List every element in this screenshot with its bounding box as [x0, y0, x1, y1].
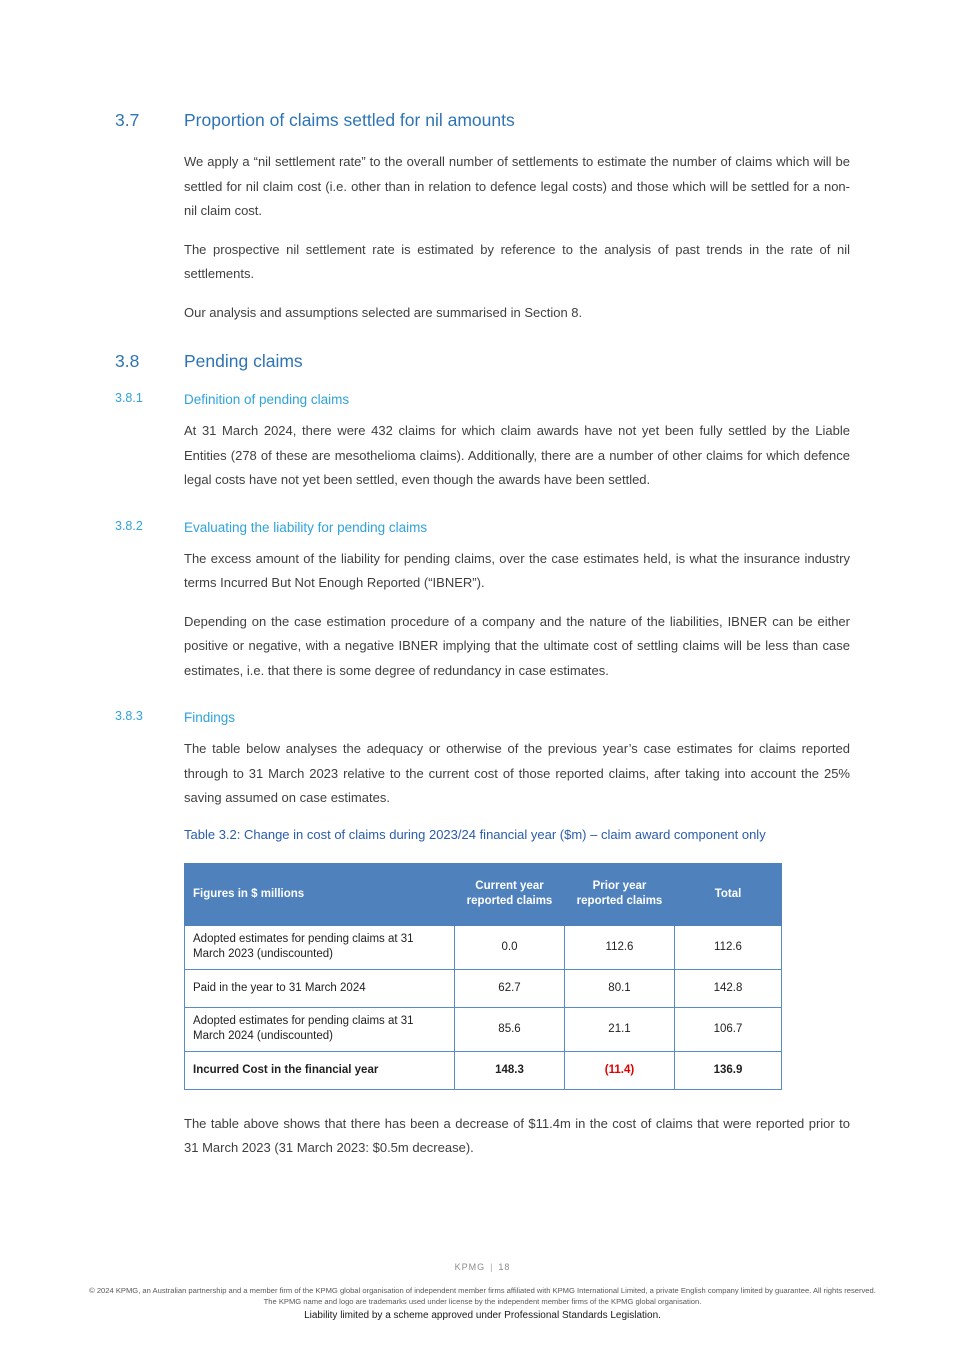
subsection-number: 3.8.3	[115, 709, 143, 723]
subsection-title: Findings	[184, 710, 236, 725]
table-header-row	[185, 863, 782, 925]
paragraph: The prospective nil settlement rate is estimated by reference to the analysis of past trends in the rate of nil settlements.	[184, 241, 850, 281]
table-total-row	[185, 1051, 782, 1089]
row-label: Incurred Cost in the financial year	[185, 1051, 455, 1089]
value-prior: 21.1	[565, 1007, 675, 1051]
legal-text: © 2024 KPMG, an Australian partnership and a member firm of the KPMG global organisation of independent member firms affiliated with KPMG International Limited, a private English company limited by guarantee. All rights reserved. The KPMG name and logo are trademarks used under license by the independent member firms of the KPMG global organisation.	[89, 1286, 876, 1306]
page-number: 18	[498, 1262, 511, 1272]
value-total: 136.9	[675, 1051, 782, 1089]
value-prior-negative: (11.4)	[565, 1051, 675, 1089]
paragraph: Our analysis and assumptions selected are summarised in Section 8.	[184, 304, 583, 320]
gutter	[115, 419, 184, 507]
section-3-8-3-body	[115, 737, 850, 1175]
value-total: 106.7	[675, 1007, 782, 1051]
section-3-7-heading	[115, 108, 850, 132]
section-3-8-heading	[115, 349, 850, 373]
paragraph: At 31 March 2024, there were 432 claims for which claim awards have not yet been fully settled by the Liable Entities (278 of these are mesothelioma claims). Additionally, there are a number of other claims for which defence legal costs have not yet been settled, even though the awards have been settled.	[184, 423, 850, 487]
row-label: Adopted estimates for pending claims at 31 March 2023 (undiscounted)	[185, 925, 455, 969]
value-current: 148.3	[455, 1051, 565, 1089]
footer-brand: KPMG	[454, 1262, 486, 1272]
section-number: 3.8	[115, 351, 140, 371]
header-cell-total: Total	[675, 863, 782, 925]
table-row	[185, 925, 782, 969]
section-3-8-2-body	[115, 547, 850, 698]
liability-text: Liability limited by a scheme approved under Professional Standards Legislation.	[304, 1310, 661, 1321]
row-label: Adopted estimates for pending claims at 31 March 2024 (undiscounted)	[185, 1007, 455, 1051]
header-cell-current-year: Current year reported claims	[455, 863, 565, 925]
value-total: 112.6	[675, 925, 782, 969]
page-content	[115, 108, 850, 1175]
table-row	[185, 1007, 782, 1051]
table-3-2-caption: Table 3.2: Change in cost of claims during 2023/24 financial year ($m) – claim award component only	[184, 826, 766, 842]
page-footer	[0, 1262, 965, 1322]
subsection-number: 3.8.1	[115, 391, 143, 405]
gutter	[115, 737, 184, 1175]
paragraph: The table below analyses the adequacy or otherwise of the previous year’s case estimates for claims reported through to 31 March 2023 relative to the current cost of those reported claims, after taking into account the 25% saving assumed on case estimates.	[184, 741, 850, 805]
subsection-title: Definition of pending claims	[184, 392, 350, 407]
closing-paragraph: The table above shows that there has been a decrease of $11.4m in the cost of claims that were reported prior to 31 March 2023 (31 March 2023: $0.5m decrease).	[184, 1115, 850, 1155]
subsection-number: 3.8.2	[115, 518, 143, 533]
value-prior: 112.6	[565, 925, 675, 969]
row-label: Paid in the year to 31 March 2024	[185, 969, 455, 1007]
section-title: Pending claims	[184, 351, 303, 371]
section-3-8-1-heading	[115, 391, 850, 409]
section-3-8-2-heading	[115, 519, 850, 537]
header-cell-figures: Figures in $ millions	[185, 863, 455, 925]
section-3-7-body	[115, 150, 850, 339]
gutter	[115, 150, 184, 339]
gutter	[115, 547, 184, 698]
subsection-title: Evaluating the liability for pending claims	[184, 519, 428, 535]
section-title: Proportion of claims settled for nil amounts	[184, 110, 515, 130]
header-cell-prior-year: Prior year reported claims	[565, 863, 675, 925]
paragraph: Depending on the case estimation procedure of a company and the nature of the liabilities, IBNER can be either positive or negative, with a negative IBNER implying that the ultimate cost of settling claims will be less than case estimates, i.e. that there is some degree of redundancy in case estimates.	[184, 613, 850, 678]
paragraph: The excess amount of the liability for pending claims, over the case estimates held, is what the insurance industry terms Incurred But Not Enough Reported (“IBNER”).	[184, 550, 850, 590]
value-current: 62.7	[455, 969, 565, 1007]
table-row	[185, 969, 782, 1007]
page-info	[0, 1262, 965, 1272]
paragraph: We apply a “nil settlement rate” to the overall number of settlements to estimate the number of claims which will be settled for nil claim cost (i.e. other than in relation to defence legal costs) and those which will be settled for a non-nil claim cost.	[184, 154, 850, 218]
value-total: 142.8	[675, 969, 782, 1007]
claims-cost-table	[184, 863, 782, 1090]
section-3-8-1-body	[115, 419, 850, 507]
footer-separator: |	[490, 1262, 494, 1272]
section-number: 3.7	[115, 110, 140, 130]
value-current: 0.0	[455, 925, 565, 969]
section-3-8-3-heading	[115, 709, 850, 727]
value-prior: 80.1	[565, 969, 675, 1007]
value-current: 85.6	[455, 1007, 565, 1051]
